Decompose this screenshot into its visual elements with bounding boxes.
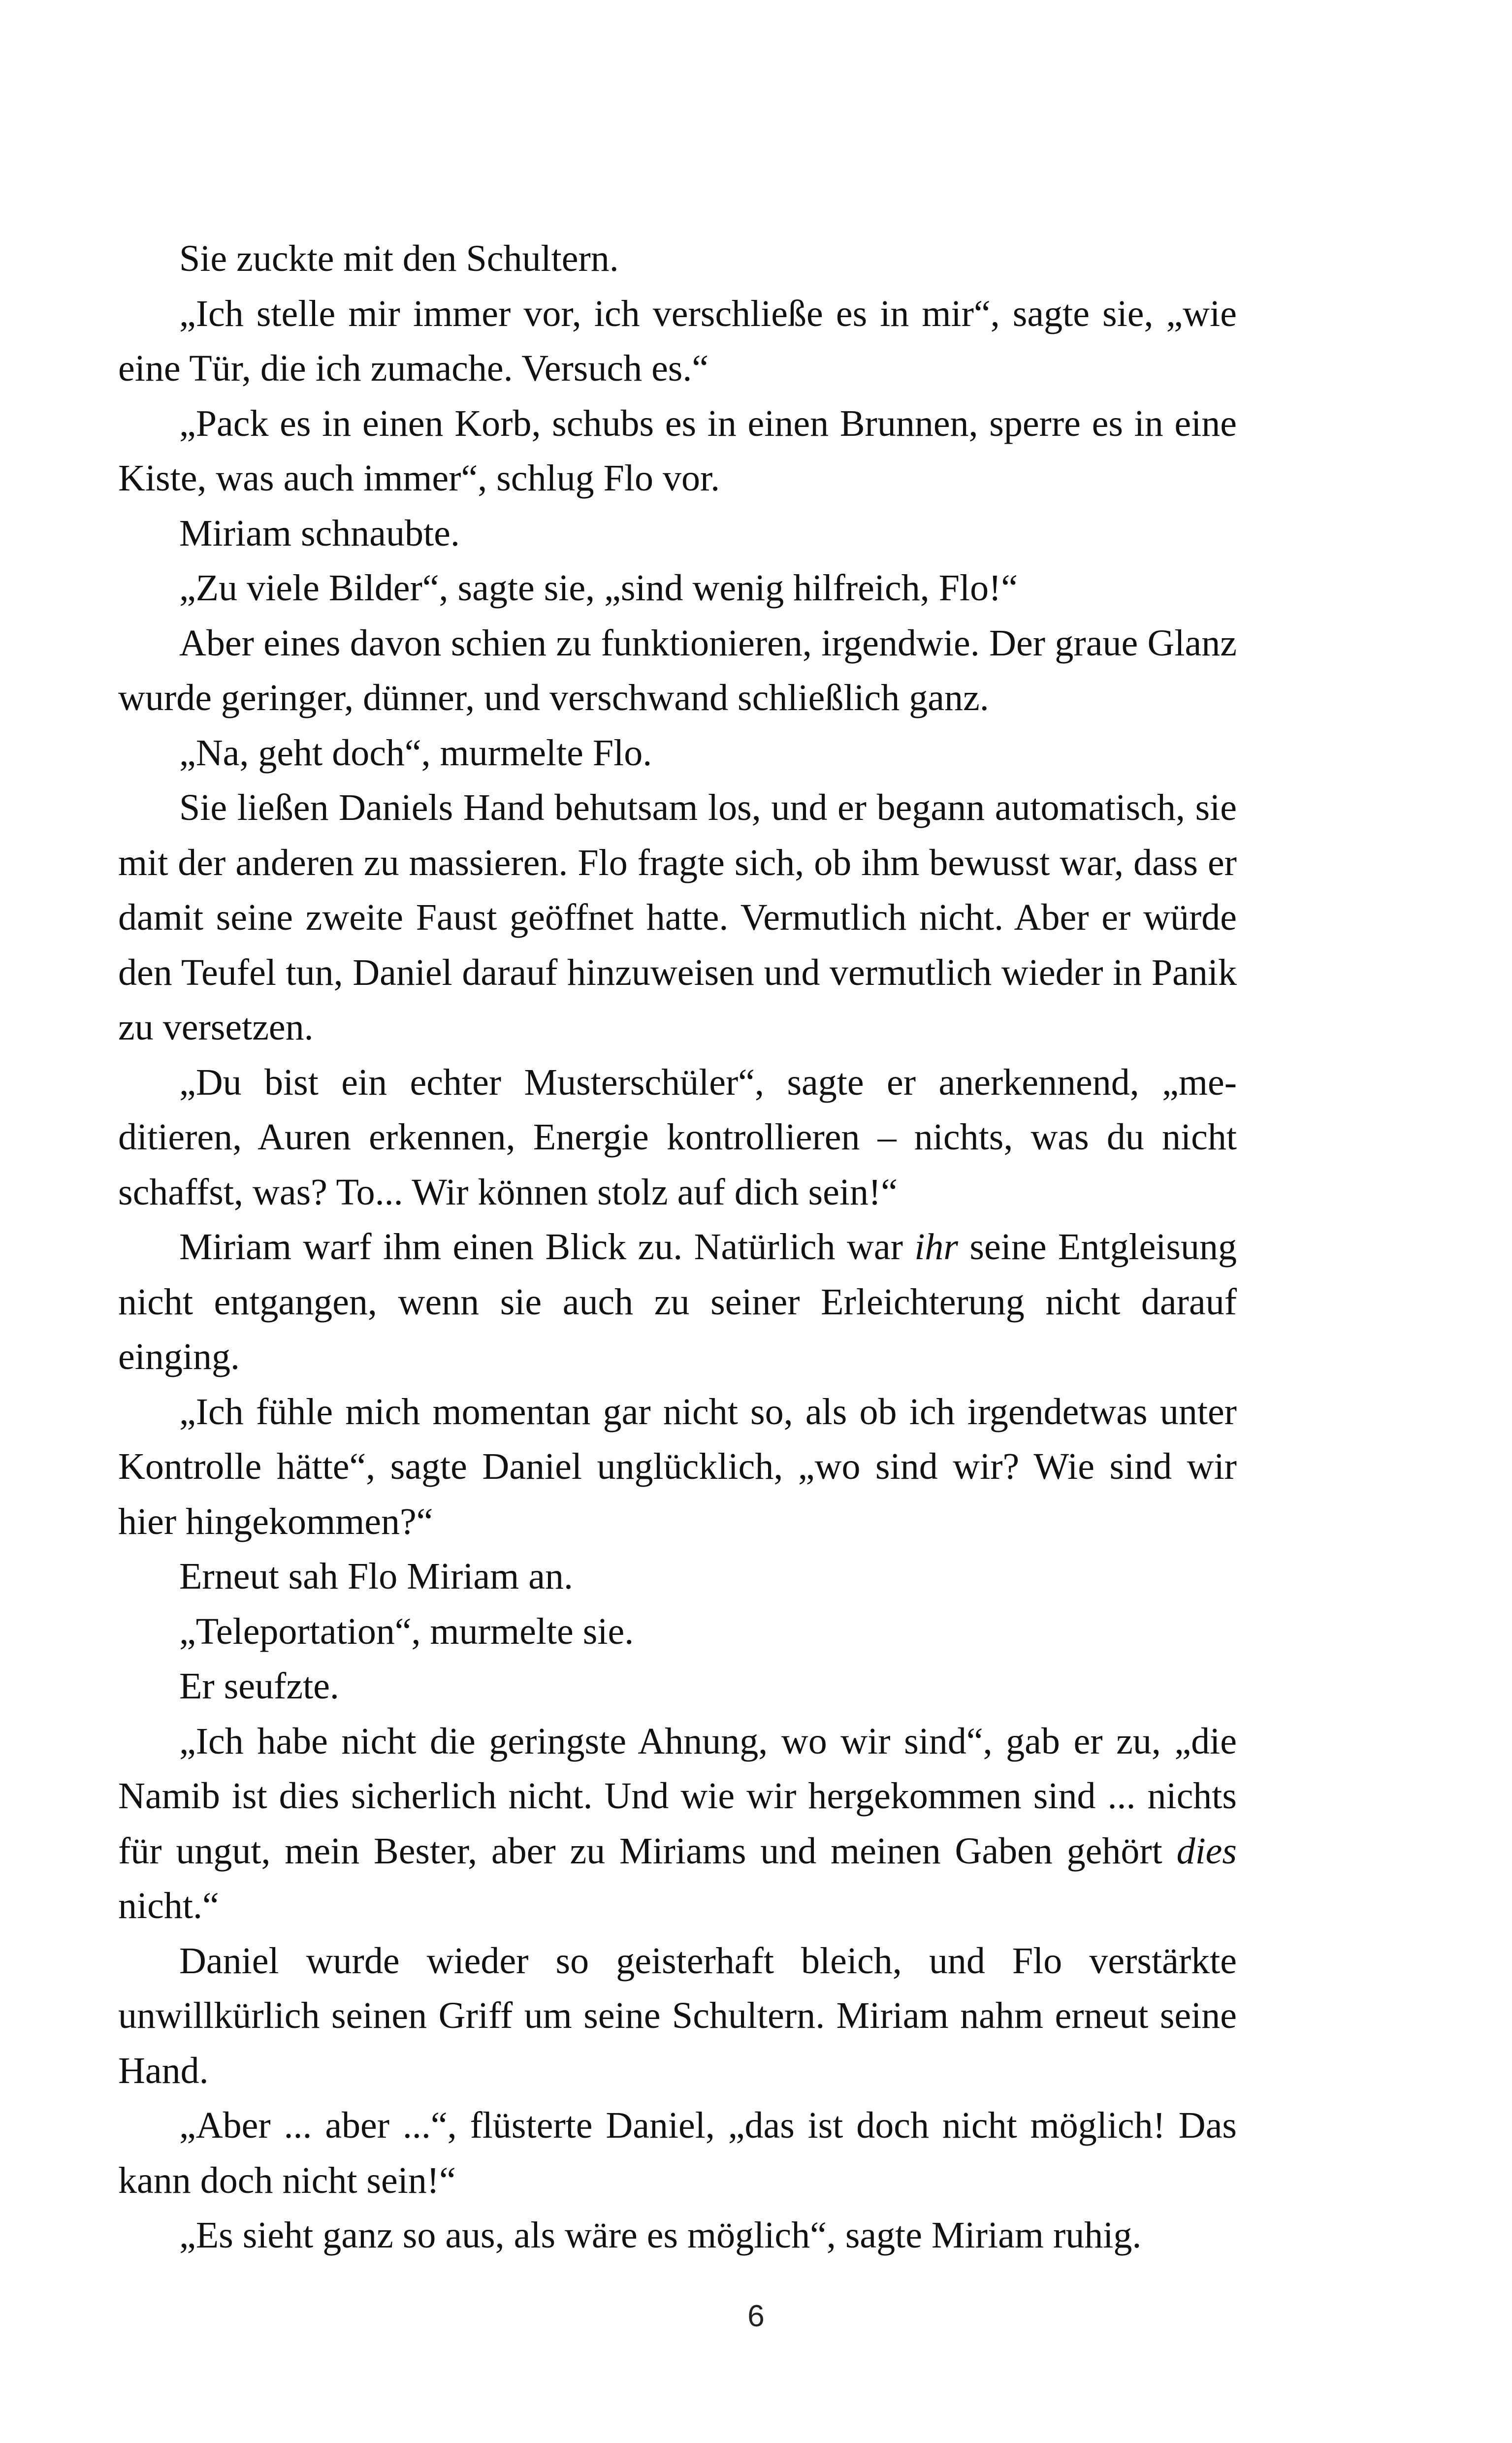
paragraph — [118, 1714, 1237, 1934]
text-run: Daniel wurde wieder so geisterhaft bleich, und Flo verstärkte unwillkürlich seinen Griff um seine Schultern. Miriam nahm erneut seine Hand. — [118, 1940, 1237, 2091]
text-run: nicht.“ — [118, 1885, 219, 1926]
paragraph — [118, 726, 1237, 781]
paragraph — [118, 616, 1237, 726]
text-run: „Ich habe nicht die geringste Ahnung, wo wir sind“, gab er zu, „die Namib ist dies sicherlich nicht. Und wie wir hergekommen sind ... nichts für ungut, mein Bester, aber zu Miriams und meinen Gaben gehört — [118, 1720, 1237, 1872]
text-run: seine Entgleisung nicht entgangen, wenn sie auch zu seiner Erleichterung nicht darauf einging. — [118, 1226, 1237, 1377]
paragraph — [118, 1934, 1237, 2099]
paragraph — [118, 1385, 1237, 1550]
paragraph — [118, 287, 1237, 396]
text-run: Miriam warf ihm einen Blick zu. Natürlich war — [179, 1226, 915, 1268]
paragraph — [118, 231, 1237, 287]
paragraph — [118, 1604, 1237, 1660]
text-run: „Ich fühle mich momentan gar nicht so, als ob ich irgendetwas unter Kontrolle hätte“, sagte Daniel unglücklich, „wo sind wir? Wie sind wir hier hingekommen?“ — [118, 1391, 1237, 1542]
text-run: „Na, geht doch“, murmelte Flo. — [179, 732, 652, 774]
text-run: Er seufzte. — [179, 1665, 339, 1707]
text-run: „Aber ... aber ...“, flüsterte Daniel, „das ist doch nicht möglich! Das kann doch nicht sein!“ — [118, 2105, 1237, 2201]
paragraph — [118, 781, 1237, 1055]
paragraph — [118, 396, 1237, 506]
text-run: „Ich stelle mir immer vor, ich verschließe es in mir“, sagte sie, „wie eine Tür, die ich zumache. Versuch es.“ — [118, 293, 1237, 389]
text-run: Aber eines davon schien zu funktionieren, irgendwie. Der graue Glanz wurde geringer, dünner, und verschwand schließlich ganz. — [118, 622, 1237, 718]
text-run: „Zu viele Bilder“, sagte sie, „sind wenig hilfreich, Flo!“ — [179, 567, 1018, 609]
emphasized-text: ihr — [914, 1226, 959, 1268]
emphasized-text: dies — [1176, 1830, 1237, 1872]
paragraph — [118, 2098, 1237, 2208]
body-text — [118, 231, 1237, 2263]
paragraph — [118, 561, 1237, 616]
text-run: „Es sieht ganz so aus, als wäre es möglich“, sagte Miriam ruhig. — [179, 2215, 1142, 2256]
paragraph — [118, 506, 1237, 561]
paragraph — [118, 1659, 1237, 1714]
text-run: Sie zuckte mit den Schultern. — [179, 238, 619, 279]
paragraph — [118, 1220, 1237, 1385]
text-run: „Du bist ein echter Musterschüler“, sagte er anerkennend, „meditieren, Auren erkennen, Energie kontrollieren – nichts, was du nicht schaffst, was? To... Wir können stolz auf dich sein!“ — [118, 1061, 1237, 1213]
page-number: 6 — [747, 2299, 765, 2333]
text-run: „Teleportation“, murmelte sie. — [179, 1610, 634, 1652]
text-run: „Pack es in einen Korb, schubs es in einen Brunnen, sperre es in eine Kiste, was auch immer“, schlug Flo vor. — [118, 402, 1237, 499]
text-run: Miriam schnaubte. — [179, 512, 460, 554]
paragraph — [118, 1549, 1237, 1604]
text-run: Erneut sah Flo Miriam an. — [179, 1556, 573, 1597]
paragraph — [118, 2208, 1237, 2263]
text-run: Sie ließen Daniels Hand behutsam los, und er begann automatisch, sie mit der anderen zu massieren. Flo fragte sich, ob ihm bewusst war, dass er damit seine zweite Faust geöffnet hatte. Vermutlich nicht. Aber er würde den Teufel tun, Daniel darauf hinzuweisen und vermutlich wieder in Panik zu versetzen. — [118, 787, 1237, 1048]
paragraph — [118, 1055, 1237, 1220]
